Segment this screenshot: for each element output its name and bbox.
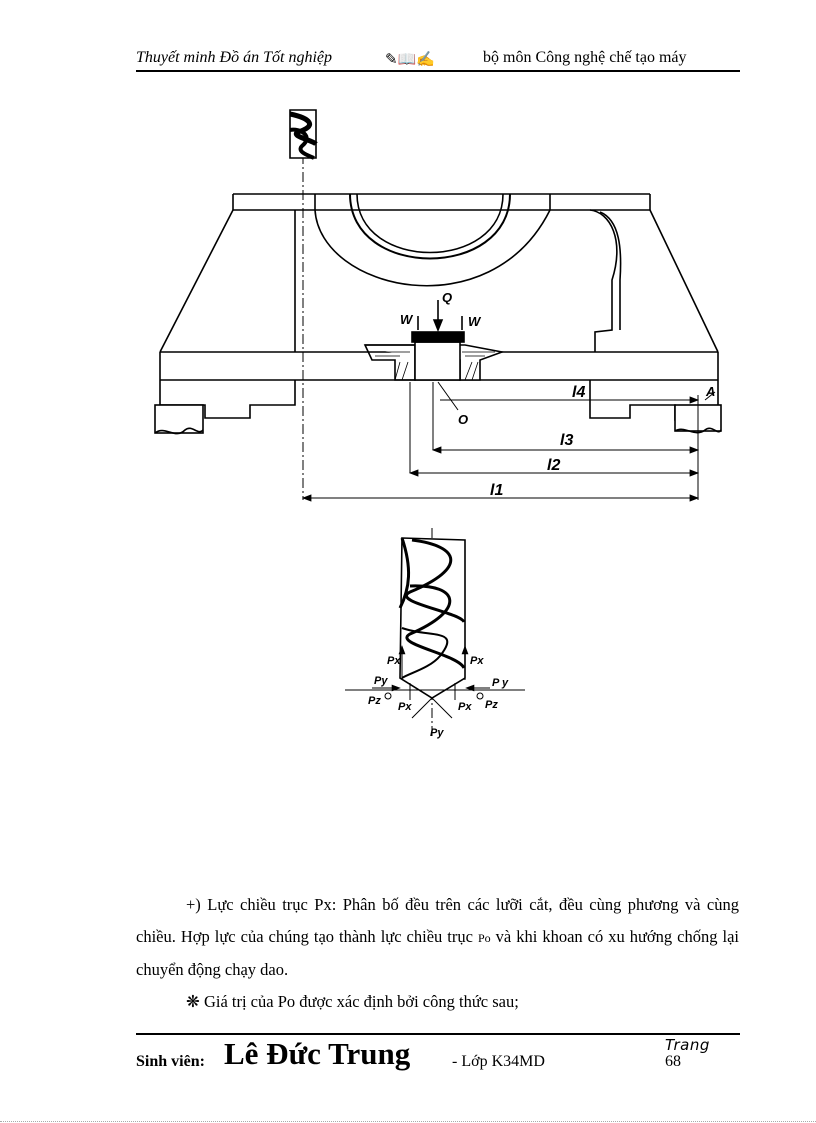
header-divider — [136, 70, 740, 72]
footer-student-name: Lê Đức Trung — [224, 1036, 411, 1071]
paragraph-axial-force-text: +) Lực chiều trục Px: Phân bố đều trên các lưỡi cắt, đều cùng phương và cùng chiều. Hợp lực của chúng tạo thành lực chiều trục — [136, 895, 739, 946]
paragraph-po-formula: ❋ Giá trị của Po được xác định bởi công thức sau; — [186, 992, 519, 1011]
drill-top-icon — [290, 110, 316, 172]
footer-page-number: 68 — [665, 1053, 681, 1070]
label-l4: l4 — [572, 384, 586, 401]
label-pz-left: Pz — [368, 695, 381, 707]
fixture-drawing — [150, 100, 730, 510]
paragraph-axial-force — [136, 889, 739, 986]
label-py-left: Py — [374, 675, 388, 687]
drill-force-diagram — [340, 528, 540, 748]
header-document-title: Thuyết minh Đồ án Tốt nghiệp — [136, 49, 332, 66]
label-w-left: W — [400, 312, 413, 327]
label-w-right: W — [468, 314, 481, 329]
header-department: bộ môn Công nghệ chế tạo máy — [483, 49, 687, 66]
label-l3: l3 — [560, 432, 574, 449]
footer-divider — [136, 1033, 740, 1035]
label-pz-right: Pz — [485, 699, 498, 711]
label-q: Q — [442, 290, 453, 305]
label-o: O — [458, 412, 469, 427]
label-l1: l1 — [490, 482, 504, 499]
header-ornament-icon: ✎📖✍ — [385, 52, 435, 68]
label-px-inner-left: Px — [398, 701, 412, 713]
label-l2: l2 — [547, 457, 561, 474]
label-a: A — [706, 384, 716, 399]
label-py-bottom: Py — [430, 727, 444, 739]
label-py-right: P y — [492, 677, 509, 689]
label-px-right: Px — [470, 655, 484, 667]
label-px-left: Px — [387, 655, 401, 667]
footer-student-label: Sinh viên: — [136, 1053, 205, 1070]
footer-page-label: Trang — [665, 1036, 710, 1054]
footer-class: - Lớp K34MD — [452, 1053, 545, 1070]
paragraph-axial-force-tail: và khi khoan có xu hướng chống lại chuyển động chạy dao. — [136, 927, 739, 979]
po-symbol: Po — [477, 931, 491, 945]
label-px-inner-right: Px — [458, 701, 472, 713]
